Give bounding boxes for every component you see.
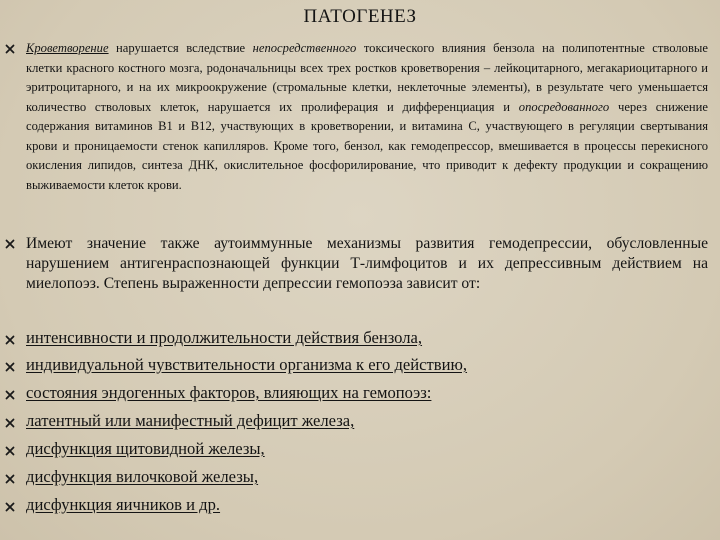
x-mark-bullet-icon xyxy=(5,239,17,251)
list-item: интенсивности и продолжительности действия бензола, xyxy=(26,328,423,347)
x-mark-bullet-icon xyxy=(5,502,17,514)
paragraph-text: через снижение содержания витаминов В1 и В12, участвующих в кроветворении, и витамина С, участвующего в регуляции свертывания крови и проницаемости стенок капилляров. Кроме того, бензол, как гемодепрессор, вмешивается в процессы перекисного окисления липидов, синтеза ДНК, окислительное фосфорилирование, что приводит к дефекту продукции и сокращению выживаемости клеток крови. xyxy=(26,99,708,192)
x-mark-bullet-icon xyxy=(5,474,17,486)
x-mark-bullet-icon xyxy=(5,418,17,430)
x-mark-bullet-icon xyxy=(5,390,17,402)
list-item: латентный или манифестный дефицит железа, xyxy=(26,411,355,430)
list-item: дисфункция яичников и др. xyxy=(26,495,221,514)
slide-title: ПАТОГЕНЕЗ xyxy=(303,6,417,27)
x-mark-bullet-icon xyxy=(5,335,17,347)
list-item: состояния эндогенных факторов, влияющих на гемопоэз: xyxy=(26,383,432,402)
list-item: индивидуальной чувствительности организма к его действию, xyxy=(26,355,468,374)
pathogenesis-paragraph xyxy=(26,39,708,195)
direct-term: непосредственного xyxy=(252,41,357,55)
x-mark-bullet-icon xyxy=(5,446,17,458)
autoimmune-paragraph: Имеют значение также аутоиммунные механизмы развития гемодепрессии, обусловленные нарушением антигенраспознающей функции Т-лимфоцитов и их депрессивным действием на миелопоэз. Степень выраженности депрессии гемопоэза зависит от: xyxy=(26,235,708,293)
list-item: дисфункция вилочковой железы, xyxy=(26,467,259,486)
hematopoiesis-term: Кроветворение xyxy=(26,41,109,55)
x-mark-bullet-icon xyxy=(5,362,17,374)
paragraph-text: токсического влияния бензола на полипотентные стволовые клетки красного костного мозга, родоначальницы всех трех ростков кроветворения – лейкоцитарного, мегакариоцитарного и эритроцитарного, и на их микроокружение (стромальные клетки, неклеточные элементы), в результате чего уменьшается количество стволовых клеток, нарушается их пролиферация и дифференциация и xyxy=(26,41,708,114)
indirect-term: опосредованного xyxy=(518,99,610,114)
x-mark-bullet-icon xyxy=(5,44,17,56)
list-item: дисфункция щитовидной железы, xyxy=(26,439,265,458)
paragraph-text: нарушается вследствие xyxy=(108,41,253,55)
